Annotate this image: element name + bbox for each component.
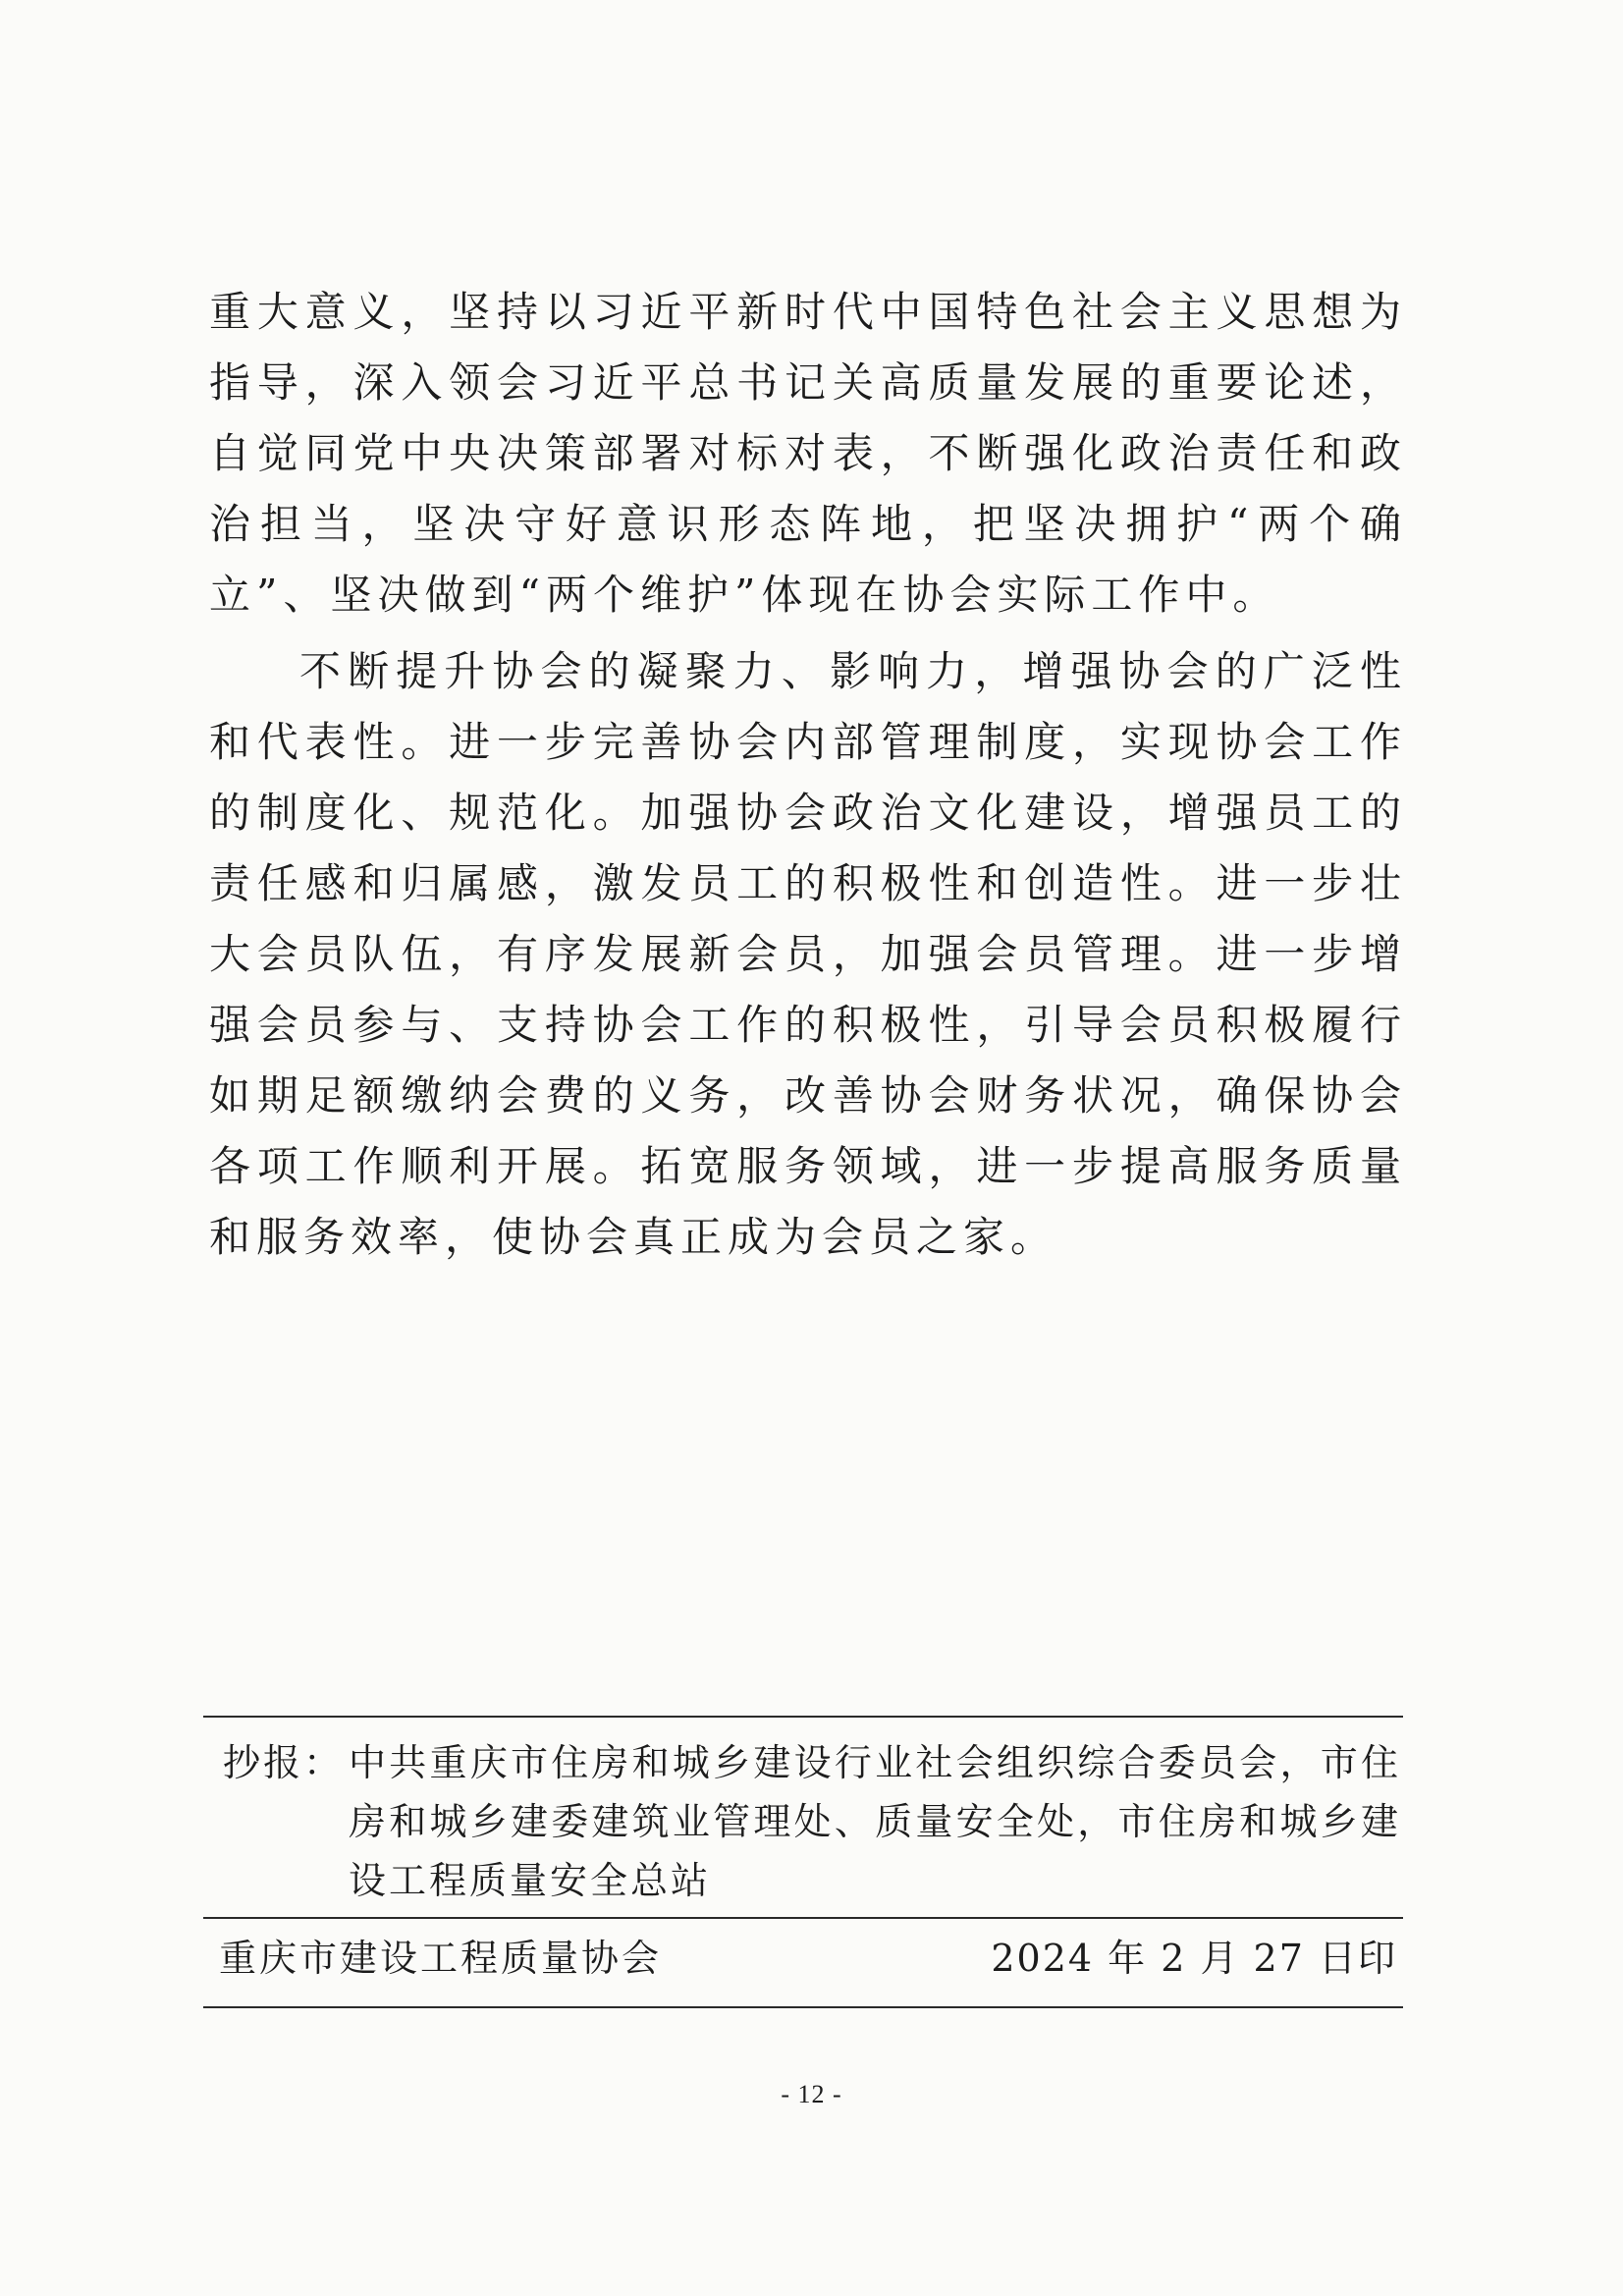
issuer-name: 重庆市建设工程质量协会 <box>219 1937 663 1980</box>
cc-label: 抄报： <box>223 1741 345 1784</box>
footer-bottom-rule <box>203 2006 1403 2008</box>
cc-block <box>223 1733 1401 1910</box>
page-number: - 12 - <box>781 2080 842 2108</box>
footer-top-rule <box>203 1716 1403 1718</box>
body-paragraph-1: 重大意义，坚持以习近平新时代中国特色社会主义思想为指导，深入领会习近平总书记关高质量发展的重要论述，自觉同党中央决策部署对标对表，不断强化政治责任和政治担当，坚决守好意识形态阵地，把坚决拥护“两个确立”、坚决做到“两个维护”体现在协会实际工作中。 <box>209 288 1407 619</box>
body-paragraph-2: 不断提升协会的凝聚力、影响力，增强协会的广泛性和代表性。进一步完善协会内部管理制度，实现协会工作的制度化、规范化。加强协会政治文化建设，增强员工的责任感和归属感，激发员工的积极性和创造性。进一步壮大会员队伍，有序发展新会员，加强会员管理。进一步增强会员参与、支持协会工作的积极性，引导会员积极履行如期足额缴纳会费的义务，改善协会财务状况，确保协会各项工作顺利开展。拓宽服务领域，进一步提高服务质量和服务效率，使协会真正成为会员之家。 <box>209 647 1407 1261</box>
print-date: 2024 年 2 月 27 日印 <box>991 1937 1397 1980</box>
cc-recipients: 中共重庆市住房和城乡建设行业社会组织综合委员会，市住房和城乡建委建筑业管理处、质量安全处，市住房和城乡建设工程质量安全总站 <box>349 1741 1401 1902</box>
body-text <box>209 277 1407 1273</box>
footer-middle-rule <box>203 1917 1403 1919</box>
